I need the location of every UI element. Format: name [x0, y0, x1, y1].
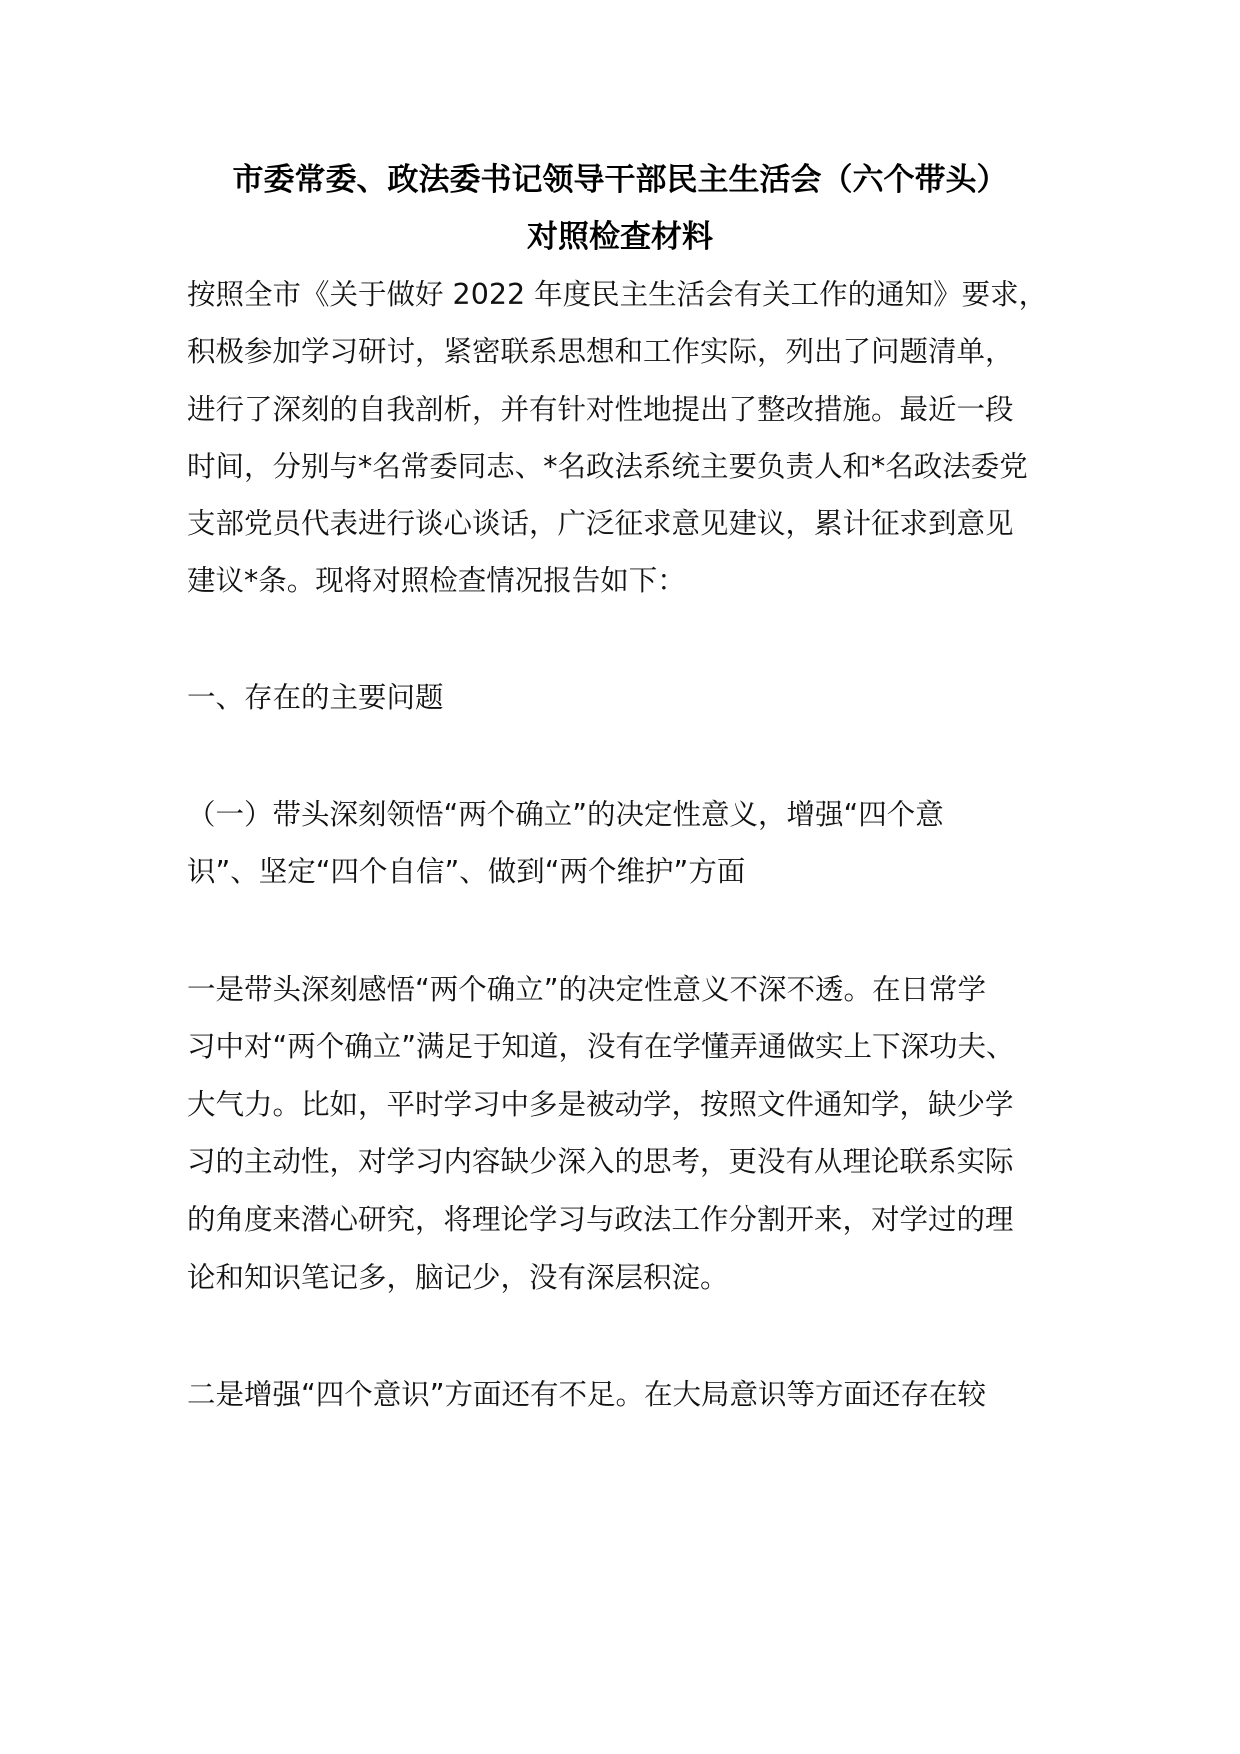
point-1-line: 论和知识笔记多，脑记少，没有深层积淀。 — [187, 1261, 729, 1294]
intro-line: 进行了深刻的自我剖析，并有针对性地提出了整改措施。最近一段 — [187, 393, 1014, 426]
point-1-line: 的角度来潜心研究，将理论学习与政法工作分割开来，对学过的理 — [187, 1203, 1014, 1236]
section-heading: 一、存在的主要问题 — [187, 681, 444, 714]
point-1-line: 习中对“两个确立”满足于知道，没有在学懂弄通做实上下深功夫、 — [187, 1030, 1015, 1063]
subsection-heading-line: 识”、坚定“四个自信”、做到“两个维护”方面 — [187, 855, 746, 888]
point-1-line: 一是带头深刻感悟“两个确立”的决定性意义不深不透。在日常学 — [187, 973, 987, 1006]
intro-line: 积极参加学习研讨，紧密联系思想和工作实际，列出了问题清单， — [187, 335, 1014, 368]
intro-line: 时间，分别与*名常委同志、*名政法系统主要负责人和*名政法委党 — [187, 450, 1028, 483]
intro-line: 建议*条。现将对照检查情况报告如下： — [187, 564, 686, 597]
intro-line: 支部党员代表进行谈心谈话，广泛征求意见建议，累计征求到意见 — [187, 507, 1014, 540]
point-1-line: 大气力。比如，平时学习中多是被动学，按照文件通知学，缺少学 — [187, 1088, 1014, 1121]
intro-line: 按照全市《关于做好 2022 年度民主生活会有关工作的通知》要求， — [187, 278, 1048, 311]
point-1-line: 习的主动性，对学习内容缺少深入的思考，更没有从理论联系实际 — [187, 1145, 1014, 1178]
point-2-line: 二是增强“四个意识”方面还有不足。在大局意识等方面还存在较 — [187, 1378, 987, 1411]
document-title-line-2: 对照检查材料 — [527, 219, 713, 255]
subsection-heading-line: （一）带头深刻领悟“两个确立”的决定性意义，增强“四个意 — [187, 798, 944, 831]
document-title-line-1: 市委常委、政法委书记领导干部民主生活会（六个带头） — [232, 162, 1008, 198]
